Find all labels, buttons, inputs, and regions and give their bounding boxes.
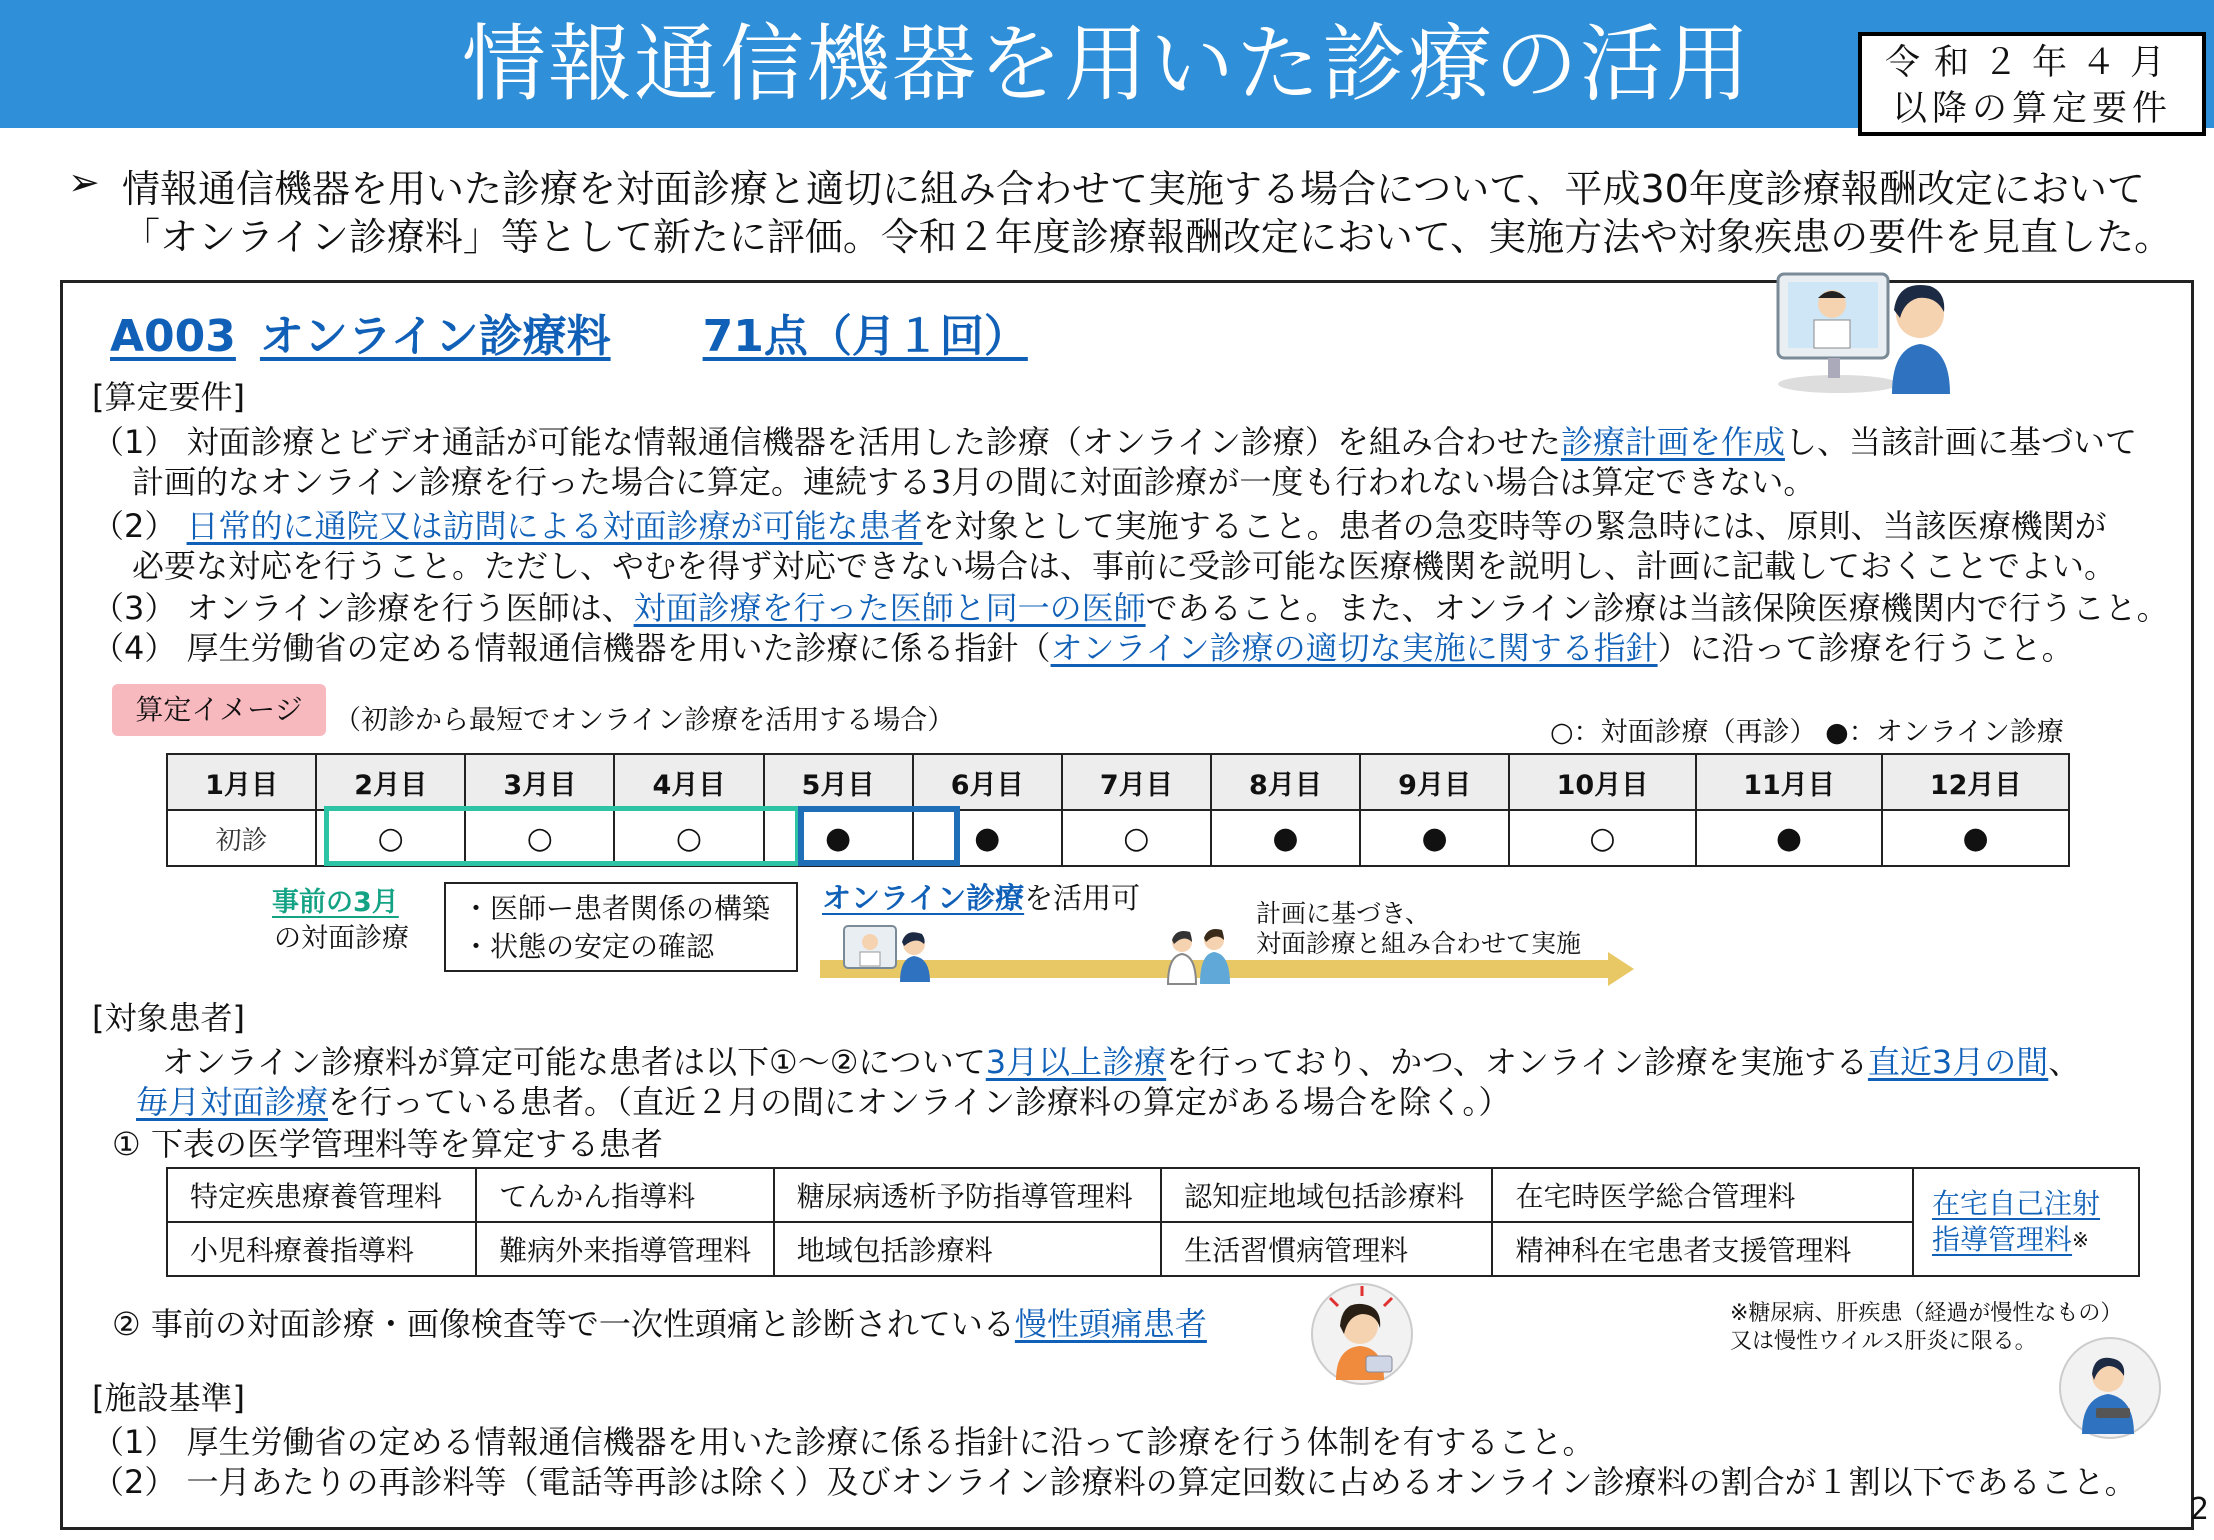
calc-r3-text: （3） オンライン診療を行う医師は、 [92, 589, 634, 627]
footnote-line2: 又は慢性ウイルス肝炎に限る。 [1730, 1329, 2037, 1354]
calc-r4-text-b: ）に沿って診療を行うこと。 [1657, 629, 2074, 667]
table-cell: てんかん指導料 [476, 1168, 774, 1222]
month-header-row [167, 754, 2069, 810]
table-cell: 糖尿病透析予防指導管理料 [774, 1168, 1161, 1222]
prior-note: ・状態の安定の確認 [462, 930, 715, 963]
patients-text: を行っており、かつ、オンライン診療を実施する [1166, 1043, 1868, 1081]
calc-r4-text: （4） 厚生労働省の定める情報通信機器を用いた診療に係る指針（ [92, 629, 1051, 667]
patients-text: オンライン診療料が算定可能な患者は以下①～②について [162, 1043, 986, 1081]
fee-name: オンライン診療料 [259, 311, 611, 362]
patients-item2-text: ② 事前の対面診療・画像検査等で一次性頭痛と診断されている [112, 1305, 1015, 1343]
month-header: 12月目 [1882, 754, 2069, 810]
calc-r1-line2: 計画的なオンライン診療を行った場合に算定。連続する3月の間に対面診療が一度も行われない場合は算定できない。 [132, 463, 1816, 501]
calc-r2-text-b: を対象として実施すること。患者の急変時等の緊急時には、原則、当該医療機関が [922, 507, 2107, 545]
calc-r3 [92, 588, 2169, 628]
calc-heading: [算定要件] [92, 378, 245, 416]
date-line1: 令和２年４月 [1884, 43, 2179, 83]
month-mark: ○ [614, 810, 763, 866]
recent-three-months-link[interactable]: 直近3月の間 [1867, 1043, 2049, 1081]
calc-image-badge: 算定イメージ [112, 684, 326, 736]
page-number: 2 [2190, 1492, 2210, 1527]
patient-with-tablet-icon [2054, 1336, 2166, 1442]
month-header: 7月目 [1062, 754, 1211, 810]
patients-text: 、 [2048, 1043, 2081, 1081]
side-note-mark: ※ [2072, 1228, 2089, 1252]
month-header: 4月目 [614, 754, 763, 810]
intro-line1: 情報通信機器を用いた診療を対面診療と適切に組み合わせて実施する場合について、平成30年度診療報酬改定において [122, 167, 2145, 211]
table-cell: 生活習慣病管理料 [1161, 1222, 1492, 1276]
date-box [1858, 32, 2206, 136]
patients-text: を行っている患者。（直近２月の間にオンライン診療料の算定がある場合を除く。） [328, 1083, 1511, 1121]
chronic-headache-link[interactable]: 慢性頭痛患者 [1014, 1305, 1207, 1343]
month-header: 8月目 [1211, 754, 1360, 810]
facility-r2: （2） 一月あたりの再診料等（電話等再診は除く）及びオンライン診療料の算定回数に占めるオンライン診療料の割合が１割以下であること。 [92, 1463, 2137, 1501]
table-cell: 地域包括診療料 [774, 1222, 1161, 1276]
fee-title [110, 300, 1028, 364]
month-mark: ○ [465, 810, 614, 866]
plan-line1: 計画に基づき、 [1256, 899, 1431, 928]
plan-line2: 対面診療と組み合わせて実施 [1256, 929, 1582, 958]
month-header: 9月目 [1360, 754, 1509, 810]
fee-code: A003 [110, 311, 236, 362]
video-call-icon [842, 922, 934, 984]
table-cell: 特定疾患療養管理料 [167, 1168, 476, 1222]
home-injection-link[interactable]: 在宅自己注射 [1932, 1187, 2101, 1220]
table-cell: 認知症地域包括診療料 [1161, 1168, 1492, 1222]
table-cell: 在宅時医学総合管理料 [1492, 1168, 1913, 1222]
in-person-visit-icon [1162, 920, 1236, 986]
calc-r2-line2: 必要な対応を行うこと。ただし、やむを得ず対応できない場合は、事前に受診可能な医療機関を説明し、計画に記載しておくことでよい。 [132, 547, 2117, 585]
patients-item1: ① 下表の医学管理料等を算定する患者 [112, 1125, 663, 1163]
calc-r1-link[interactable]: 診療計画を作成 [1560, 423, 1785, 461]
month-mark: ○ [316, 810, 465, 866]
calc-r3-text-b: であること。また、オンライン診療は当該保険医療機関内で行うこと。 [1145, 589, 2169, 627]
home-injection-link-2[interactable]: 指導管理料 [1932, 1223, 2073, 1256]
month-mark: ● [1882, 810, 2069, 866]
monthly-visit-link[interactable]: 毎月対面診療 [136, 1083, 329, 1121]
month-header: 10月目 [1509, 754, 1696, 810]
footnote-line1: ※糖尿病、肝疾患（経過が慢性なもの） [1730, 1301, 2123, 1326]
facility-heading: [施設基準] [92, 1379, 245, 1417]
month-header: 6月目 [913, 754, 1062, 810]
calc-r2-text: （2） [92, 507, 187, 545]
prior-notes [444, 882, 798, 972]
legend: ○：対面診療（再診） ●：オンライン診療 [1550, 717, 2064, 748]
month-header: 5月目 [764, 754, 913, 810]
month-mark: 初診 [167, 810, 316, 866]
month-mark: ○ [1509, 810, 1696, 866]
patients-item2 [112, 1304, 1207, 1344]
table-row [167, 1222, 2139, 1276]
bullet-arrow-icon: ➢ [68, 160, 100, 204]
table-cell: 難病外来指導管理料 [476, 1222, 774, 1276]
prior-link [272, 880, 399, 919]
side-cell [1913, 1168, 2139, 1276]
online-available [822, 876, 1140, 917]
page-title: 情報通信機器を用いた診療の活用 [461, 15, 1752, 113]
calc-r3-link[interactable]: 対面診療を行った医師と同一の医師 [633, 589, 1146, 627]
calc-r1 [92, 422, 2137, 462]
table-cell: 精神科在宅患者支援管理料 [1492, 1222, 1913, 1276]
online-link[interactable]: オンライン診療 [822, 881, 1025, 915]
patients-desc-line1 [162, 1042, 2080, 1082]
month-header: 3月目 [465, 754, 614, 810]
month-header: 1月目 [167, 754, 316, 810]
intro-line2: 「オンライン診療料」等として新たに評価。令和２年度診療報酬改定において、実施方法や対象疾患の要件を見直した。 [122, 215, 2173, 259]
three-months-link[interactable]: 3月以上診療 [985, 1043, 1167, 1081]
patients-desc-line2 [136, 1082, 1510, 1122]
online-consultation-illustration [1768, 262, 1958, 394]
month-header: 2月目 [316, 754, 465, 810]
table-cell: 小児科療養指導料 [167, 1222, 476, 1276]
arrow-head-icon [1608, 952, 1634, 986]
month-mark: ● [764, 810, 913, 866]
headache-patient-icon [1306, 1280, 1418, 1388]
calc-r1-text-b: し、当該計画に基づいて [1784, 423, 2137, 461]
calc-r2 [92, 506, 2107, 546]
calc-image-caption: （初診から最短でオンライン診療を活用する場合） [334, 705, 955, 736]
fee-points: 71点（月１回） [702, 311, 1028, 362]
patients-heading: [対象患者] [92, 999, 245, 1037]
month-mark: ● [1211, 810, 1360, 866]
month-mark: ● [1360, 810, 1509, 866]
calc-r4 [92, 628, 2074, 668]
calc-r2-link[interactable]: 日常的に通院又は訪問による対面診療が可能な患者 [186, 507, 923, 545]
date-line2: 以降の算定要件 [1891, 89, 2172, 129]
prior-months-link[interactable]: 事前の3月 [272, 887, 399, 918]
facility-r1: （1） 厚生労働省の定める情報通信機器を用いた診療に係る指針に沿って診療を行う体制を有すること。 [92, 1423, 1595, 1461]
calc-r4-link[interactable]: オンライン診療の適切な実施に関する指針 [1050, 629, 1658, 667]
online-text: を活用可 [1024, 881, 1141, 915]
prior-text: の対面診療 [274, 923, 409, 954]
table-row [167, 1168, 2139, 1222]
online-start-highlight [798, 806, 960, 866]
month-header: 11月目 [1696, 754, 1883, 810]
month-mark: ● [1696, 810, 1883, 866]
calc-r1-text: （1） 対面診療とビデオ通話が可能な情報通信機器を活用した診療（オンライン診療）を組み合わせた [92, 423, 1561, 461]
prior-months-highlight [324, 806, 800, 866]
prior-note: ・医師ー患者関係の構築 [462, 892, 771, 925]
month-mark: ● [913, 810, 1062, 866]
management-fee-table [166, 1167, 2140, 1277]
month-mark: ○ [1062, 810, 1211, 866]
